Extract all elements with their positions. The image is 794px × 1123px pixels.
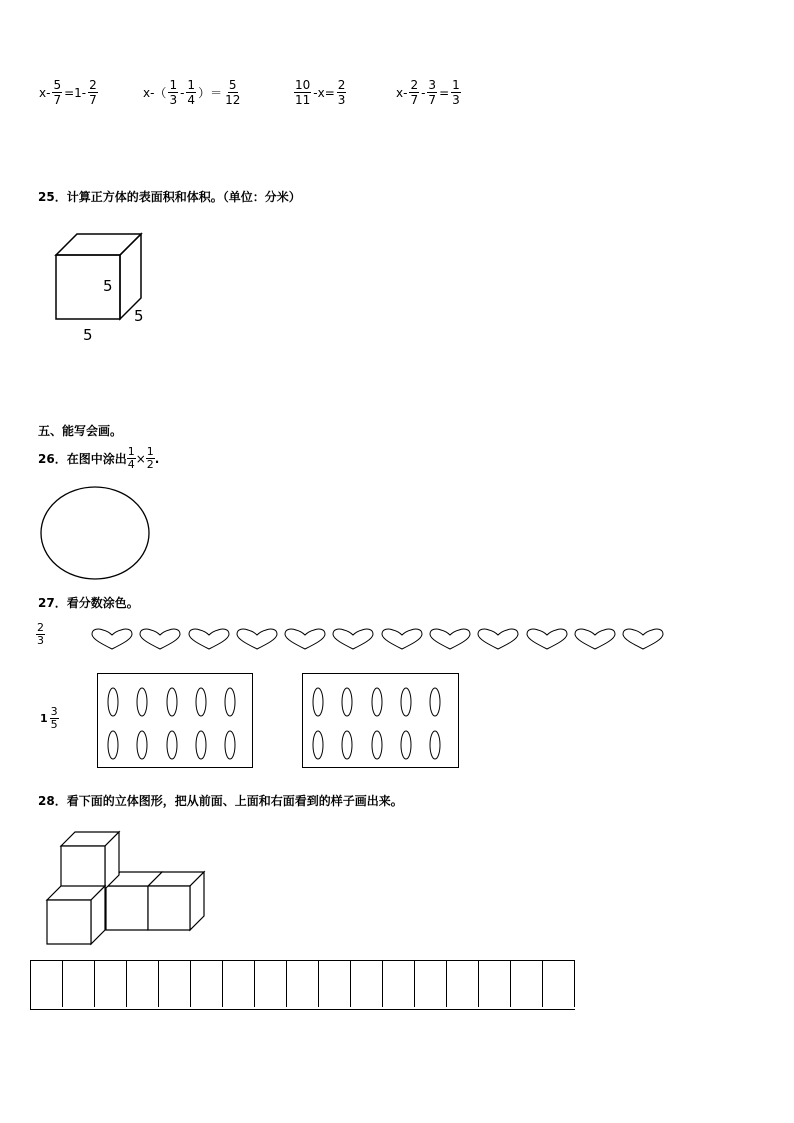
grid-cell[interactable] xyxy=(159,961,191,1007)
grid-cell[interactable] xyxy=(223,961,255,1007)
fraction: 5 12 xyxy=(225,78,241,107)
oval-shape[interactable] xyxy=(196,688,206,716)
oval-shape[interactable] xyxy=(313,731,323,759)
equation-text: x- xyxy=(39,85,51,100)
grid-cell[interactable] xyxy=(511,961,543,1007)
equation-2 xyxy=(142,78,242,107)
cube-dim-side: 5 xyxy=(134,307,144,325)
cube-dim-bottom: 5 xyxy=(83,326,93,344)
grid-cell[interactable] xyxy=(95,961,127,1007)
equation-text: - xyxy=(180,85,185,100)
heart-shape[interactable] xyxy=(138,627,182,651)
fraction: $\frac{1}{3}$ xyxy=(452,78,460,107)
grid-cell[interactable] xyxy=(63,961,95,1007)
oval-shape[interactable] xyxy=(430,731,440,759)
question-27: 27．看分数涂色。 xyxy=(38,596,139,610)
grid-cell[interactable] xyxy=(543,961,575,1007)
heart-shape[interactable] xyxy=(428,627,472,651)
heart-shape[interactable] xyxy=(380,627,424,651)
heart-shape[interactable] xyxy=(90,627,134,651)
equation-text: x- xyxy=(396,85,408,100)
question-25: 25．计算正方体的表面积和体积。（单位：分米） xyxy=(38,190,301,204)
oval-shape[interactable] xyxy=(342,731,352,759)
equation-3 xyxy=(293,78,347,107)
q26-prefix: 26．在图中涂出 xyxy=(38,452,127,466)
q26-suffix: . xyxy=(154,451,160,466)
grid-cell[interactable] xyxy=(447,961,479,1007)
heart-shape[interactable] xyxy=(476,627,520,651)
oval-shape[interactable] xyxy=(196,731,206,759)
fraction: 2 7 xyxy=(410,78,419,107)
heart-shape[interactable] xyxy=(283,627,327,651)
heart-shape[interactable] xyxy=(331,627,375,651)
oval-shape[interactable] xyxy=(225,688,235,716)
oval-shape[interactable] xyxy=(225,731,235,759)
oval-shape[interactable] xyxy=(137,731,147,759)
question-28: 28．看下面的立体图形，把从前面、上面和右面看到的样子画出来。 xyxy=(38,794,403,808)
oval-box-2 xyxy=(302,673,459,768)
equation-1 xyxy=(38,78,99,107)
question-26 xyxy=(38,446,159,471)
heart-shape[interactable] xyxy=(235,627,279,651)
section-five-title: 五、能写会画。 xyxy=(38,424,123,438)
fraction: 2 7 xyxy=(89,78,97,107)
equation-text: x-（ xyxy=(143,86,167,100)
equation-text: - xyxy=(421,85,426,100)
grid-cell[interactable] xyxy=(479,961,511,1007)
grid-cell[interactable] xyxy=(319,961,351,1007)
heart-shape[interactable] xyxy=(621,627,665,651)
fraction: 1 4 xyxy=(187,78,196,107)
equation-text: =1- xyxy=(64,85,87,100)
oval-shape[interactable] xyxy=(401,731,411,759)
oval-shape[interactable] xyxy=(108,731,118,759)
oval-shape[interactable] xyxy=(167,731,177,759)
equation-text: = xyxy=(439,85,450,100)
oval-box-1 xyxy=(97,673,253,768)
equation-text: ）＝ xyxy=(198,86,223,100)
equation-text: -x= xyxy=(313,85,335,100)
oval-shape[interactable] xyxy=(342,688,352,716)
answer-grid xyxy=(30,960,575,1010)
oval-shape[interactable] xyxy=(167,688,177,716)
equation-4 xyxy=(395,78,462,107)
circle-to-shade[interactable] xyxy=(38,484,154,584)
grid-cell[interactable] xyxy=(127,961,159,1007)
grid-cell[interactable] xyxy=(31,961,63,1007)
oval-shape[interactable] xyxy=(401,688,411,716)
grid-cell[interactable] xyxy=(191,961,223,1007)
grid-cell[interactable] xyxy=(287,961,319,1007)
oval-shape[interactable] xyxy=(430,688,440,716)
fraction: $\frac{5}{7}$ xyxy=(53,78,62,107)
oval-shape[interactable] xyxy=(372,688,382,716)
cube-figure xyxy=(50,228,160,348)
hearts-fraction: $\frac{2}{3}$ xyxy=(37,621,44,647)
q26-times: × xyxy=(135,451,146,466)
fraction: $\frac{3}{7}$ xyxy=(428,78,437,107)
heart-shape[interactable] xyxy=(525,627,569,651)
heart-shape[interactable] xyxy=(573,627,617,651)
oval-shape[interactable] xyxy=(137,688,147,716)
heart-shape[interactable] xyxy=(187,627,231,651)
grid-cell[interactable] xyxy=(383,961,415,1007)
grid-cell[interactable] xyxy=(255,961,287,1007)
cube-dim-front: 5 xyxy=(103,277,113,295)
fraction: 1 3 xyxy=(169,78,178,107)
grid-cell[interactable] xyxy=(351,961,383,1007)
hearts-row xyxy=(90,627,670,651)
mixed-number: 1 3 5 xyxy=(40,705,58,731)
oval-shape[interactable] xyxy=(313,688,323,716)
q26-fraction-2: $\frac{1}{2}$ xyxy=(146,445,154,471)
fraction: $\frac{2}{3}$ xyxy=(337,78,346,107)
q26-fraction-1: $\frac{1}{4}$ xyxy=(127,445,135,471)
fraction: 10 11 xyxy=(295,78,311,107)
grid-cell[interactable] xyxy=(415,961,447,1007)
oval-shape[interactable] xyxy=(108,688,118,716)
oval-shape[interactable] xyxy=(372,731,382,759)
solid-figure xyxy=(44,830,214,948)
